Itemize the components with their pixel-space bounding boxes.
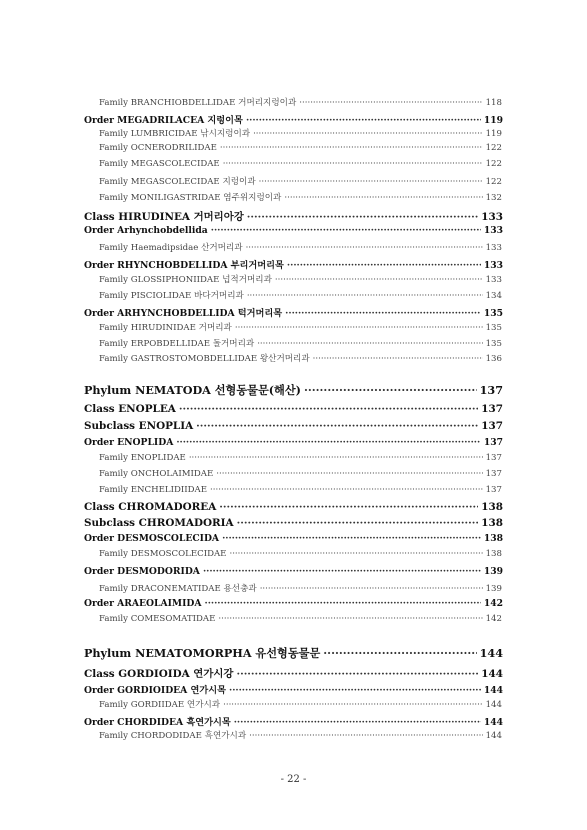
dot-leader: [236, 668, 478, 680]
dot-leader: [235, 323, 483, 333]
toc-entry-phylum[interactable]: [0, 382, 587, 398]
toc-entry-page: 119: [483, 115, 503, 126]
toc-entry-class[interactable]: [0, 665, 587, 680]
toc-entry-family[interactable]: [0, 485, 587, 495]
toc-entry-page: 122: [485, 177, 502, 187]
toc-entry-title: Family CHORDODIDAE 흑연가시과: [99, 731, 247, 741]
toc-entry-title: Class ENOPLEA: [84, 403, 176, 415]
toc-entry-order[interactable]: [0, 305, 587, 319]
toc-entry-page: 144: [485, 731, 502, 741]
toc-entry-class[interactable]: [0, 420, 587, 432]
toc-entry-page: 122: [485, 143, 502, 153]
toc-entry-page: 137: [485, 469, 502, 479]
toc-entry-family[interactable]: [0, 191, 587, 203]
toc-entry-title: Order DESMOSCOLECIDA: [84, 533, 220, 544]
toc-entry-page: 137: [485, 453, 502, 463]
toc-entry-page: 133: [485, 275, 502, 285]
toc-entry-family[interactable]: [0, 143, 587, 153]
toc-entry-title: Family MEGASCOLECIDAE 지렁이과: [99, 177, 256, 187]
dot-leader: [176, 437, 480, 448]
toc-entry-family[interactable]: [0, 614, 587, 624]
toc-entry-page: 137: [481, 403, 503, 415]
toc-entry-page: 133: [483, 225, 503, 236]
toc-entry-title: Family DESMOSCOLECIDAE: [99, 549, 227, 559]
toc-entry-title: Order RHYNCHOBDELLIDA 부리거머리목: [84, 260, 284, 271]
toc-entry-family[interactable]: [0, 96, 587, 108]
toc-entry-page: 144: [481, 668, 503, 680]
toc-entry-page: 144: [479, 646, 503, 660]
toc-entry-page: 133: [483, 260, 503, 271]
toc-entry-title: Family PISCIOLIDAE 바다거머리과: [99, 291, 244, 301]
toc-entry-order[interactable]: [0, 682, 587, 696]
toc-entry-page: 135: [485, 339, 502, 349]
toc-entry-order[interactable]: [0, 533, 587, 544]
toc-entry-page: 139: [485, 584, 502, 594]
toc-entry-page: 133: [485, 243, 502, 253]
toc-entry-title: Order ENOPLIDA: [84, 437, 174, 448]
toc-entry-family[interactable]: [0, 453, 587, 463]
toc-entry-title: Family BRANCHIOBDELLIDAE 거머리지렁이과: [99, 98, 297, 108]
toc-entry-page: 138: [481, 501, 503, 513]
toc-entry-class[interactable]: [0, 501, 587, 513]
dot-leader: [247, 211, 479, 223]
toc-entry-title: Subclass ENOPLIA: [84, 420, 194, 432]
toc-entry-family[interactable]: [0, 289, 587, 301]
toc-entry-page: 144: [485, 700, 502, 710]
toc-entry-title: Family GASTROSTOMOBDELLIDAE 왕산거머리과: [99, 354, 310, 364]
toc-entry-title: Family GLOSSIPHONIIDAE 넙적거머리과: [99, 275, 272, 285]
toc-entry-order[interactable]: [0, 598, 587, 609]
toc-entry-family[interactable]: [0, 469, 587, 479]
toc-entry-title: Family LUMBRICIDAE 낚시지렁이과: [99, 129, 251, 139]
toc-entry-title: Family HIRUDINIDAE 거머리과: [99, 323, 232, 333]
toc-entry-title: Family Haemadipsidae 산거머리과: [99, 243, 243, 253]
dot-leader: [203, 566, 481, 577]
toc-entry-title: Family GORDIIDAE 연가시과: [99, 700, 221, 710]
toc-entry-family[interactable]: [0, 337, 587, 349]
toc-entry-order[interactable]: [0, 112, 587, 126]
toc-entry-title: Family MONILIGASTRIDAE 염주위지렁이과: [99, 193, 282, 203]
toc-entry-title: Order MEGADRILACEA 지렁이목: [84, 115, 243, 126]
toc-entry-family[interactable]: [0, 127, 587, 139]
dot-leader: [304, 383, 477, 397]
toc-entry-page: 144: [483, 685, 503, 696]
toc-entry-family[interactable]: [0, 241, 587, 253]
toc-entry-class[interactable]: [0, 208, 587, 223]
dot-leader: [299, 98, 482, 108]
toc-entry-page: 142: [483, 598, 503, 609]
toc-entry-title: Family ERPOBDELLIDAE 돌거머리과: [99, 339, 255, 349]
dot-leader: [287, 260, 481, 271]
toc-entry-title: Family DRACONEMATIDAE 용선충과: [99, 584, 257, 594]
toc-entry-page: 137: [485, 485, 502, 495]
toc-entry-page: 134: [485, 291, 502, 301]
toc-entry-title: Order GORDIOIDEA 연가시목: [84, 685, 226, 696]
dot-leader: [313, 354, 483, 364]
toc-entry-page: 138: [485, 549, 502, 559]
toc-entry-family[interactable]: [0, 582, 587, 594]
dot-leader: [218, 614, 482, 624]
dot-leader: [284, 193, 482, 203]
toc-entry-page: 119: [485, 129, 502, 139]
dot-leader: [223, 159, 483, 169]
toc-entry-page: 136: [485, 354, 502, 364]
dot-leader: [246, 243, 483, 253]
toc-entry-title: Family ENOPLIDAE: [99, 453, 186, 463]
dot-leader: [260, 584, 483, 594]
toc-entry-order[interactable]: [0, 566, 587, 577]
toc-entry-order[interactable]: [0, 225, 587, 236]
dot-leader: [220, 143, 483, 153]
toc-entry-title: Order ARHYNCHOBDELLIDA 턱거머리목: [84, 308, 283, 319]
toc-entry-page: 144: [483, 717, 503, 728]
dot-leader: [247, 291, 483, 301]
dot-leader: [259, 177, 483, 187]
toc-entry-title: Order CHORDIDEA 흑연가시목: [84, 717, 231, 728]
toc-entry-title: Order ARAEOLAIMIDA: [84, 598, 202, 609]
toc-entry-family[interactable]: [0, 159, 587, 169]
dot-leader: [229, 685, 481, 696]
toc-entry-family[interactable]: [0, 175, 587, 187]
toc-entry-class[interactable]: [0, 403, 587, 415]
toc-entry-page: 137: [483, 437, 503, 448]
dot-leader: [223, 700, 482, 710]
toc-entry-page: 135: [485, 323, 502, 333]
toc-entry-title: Class HIRUDINEA 거머리아강: [84, 211, 244, 223]
page-number: - 22 -: [280, 774, 307, 785]
toc-entry-order[interactable]: [0, 714, 587, 728]
dot-leader: [211, 225, 481, 236]
toc-entry-phylum[interactable]: [0, 645, 587, 661]
toc-entry-page: 137: [479, 383, 503, 397]
toc-entry-title: Order DESMODORIDA: [84, 566, 200, 577]
toc-entry-page: 118: [485, 98, 502, 108]
toc-entry-order[interactable]: [0, 437, 587, 448]
dot-leader: [216, 469, 482, 479]
toc-entry-family[interactable]: [0, 729, 587, 741]
toc-entry-title: Subclass CHROMADORIA: [84, 517, 234, 529]
toc-entry-page: 132: [485, 193, 502, 203]
toc-entry-page: 122: [485, 159, 502, 169]
dot-leader: [205, 598, 481, 609]
dot-leader: [253, 129, 483, 139]
dot-leader: [196, 420, 478, 432]
toc-entry-title: Family ONCHOLAIMIDAE: [99, 469, 214, 479]
toc-entry-title: Order Arhynchobdellida: [84, 225, 208, 236]
dot-leader: [246, 115, 481, 126]
toc-entry-title: Family COMESOMATIDAE: [99, 614, 216, 624]
toc-entry-page: 138: [481, 517, 503, 529]
dot-leader: [219, 501, 478, 513]
dot-leader: [229, 549, 482, 559]
toc-entry-title: Phylum NEMATOMORPHA 유선형동물문: [84, 646, 321, 660]
dot-leader: [234, 717, 481, 728]
toc-entry-order[interactable]: [0, 257, 587, 271]
dot-leader: [323, 646, 476, 660]
toc-entry-family[interactable]: [0, 698, 587, 710]
toc-entry-title: Family ENCHELIDIIDAE: [99, 485, 208, 495]
dot-leader: [210, 485, 483, 495]
toc-entry-title: Family OCNERODRILIDAE: [99, 143, 217, 153]
toc-entry-title: Family MEGASCOLECIDAE: [99, 159, 220, 169]
dot-leader: [179, 403, 478, 415]
toc-entry-family[interactable]: [0, 273, 587, 285]
dot-leader: [249, 731, 482, 741]
toc-entry-page: 137: [481, 420, 503, 432]
toc-entry-class[interactable]: [0, 517, 587, 529]
toc-entry-page: 133: [481, 211, 503, 223]
toc-entry-title: Phylum NEMATODA 선형동물문(해산): [84, 383, 301, 397]
dot-leader: [285, 308, 481, 319]
toc-entry-page: 135: [483, 308, 503, 319]
toc-entry-family[interactable]: [0, 352, 587, 364]
dot-leader: [275, 275, 483, 285]
toc-entry-title: Class GORDIOIDA 연가시강: [84, 668, 234, 680]
dot-leader: [257, 339, 482, 349]
dot-leader: [189, 453, 483, 463]
toc-entry-page: 139: [483, 566, 503, 577]
toc-entry-title: Class CHROMADOREA: [84, 501, 217, 513]
toc-entry-page: 142: [485, 614, 502, 624]
toc-entry-family[interactable]: [0, 549, 587, 559]
toc-entry-page: 138: [483, 533, 503, 544]
dot-leader: [222, 533, 481, 544]
dot-leader: [237, 517, 479, 529]
toc-entry-family[interactable]: [0, 321, 587, 333]
